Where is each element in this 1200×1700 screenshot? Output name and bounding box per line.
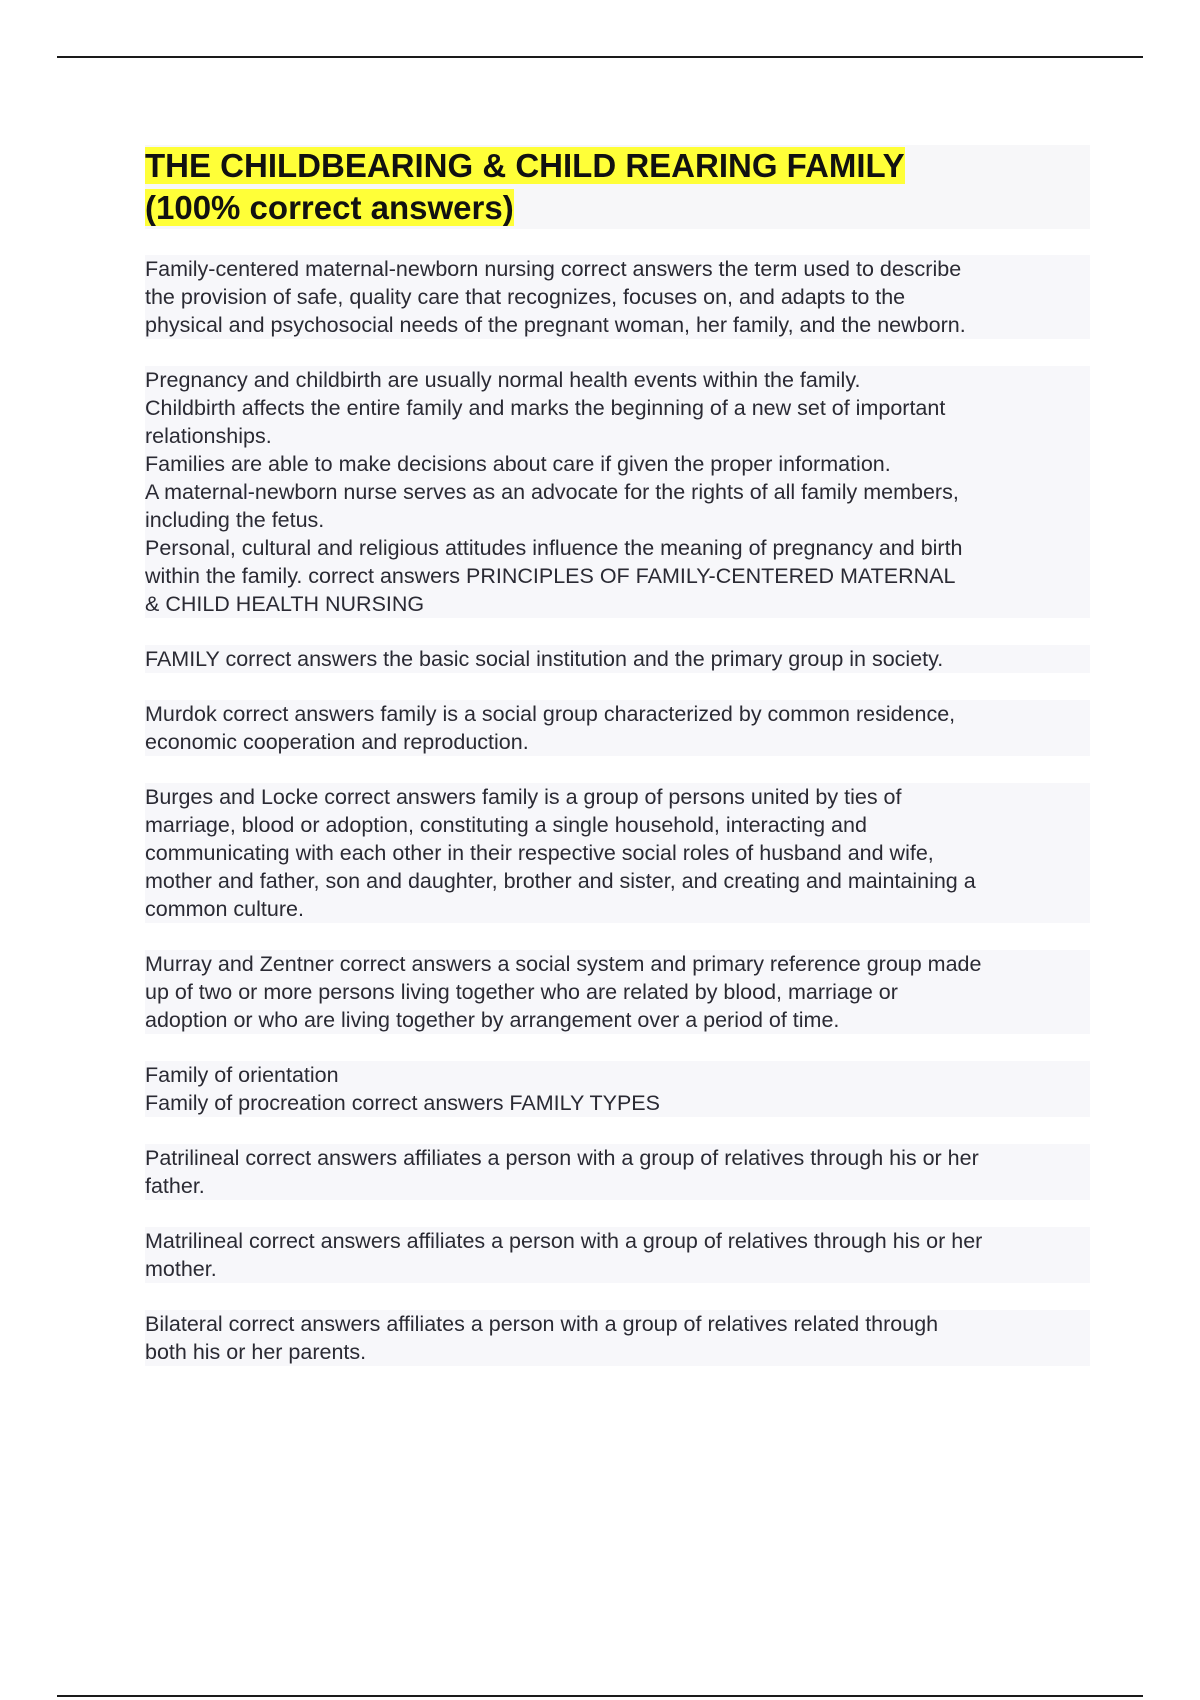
top-rule bbox=[57, 56, 1143, 58]
paragraph bbox=[145, 366, 1090, 618]
text-line: Personal, cultural and religious attitudes influence the meaning of pregnancy and birth bbox=[145, 536, 963, 560]
text-line: mother. bbox=[145, 1257, 217, 1281]
text-line: adoption or who are living together by arrangement over a period of time. bbox=[145, 1008, 840, 1032]
document-body bbox=[145, 145, 1090, 1393]
paragraph bbox=[145, 700, 1090, 756]
paragraph bbox=[145, 255, 1090, 339]
text-line: economic cooperation and reproduction. bbox=[145, 730, 529, 754]
text-line: Burges and Locke correct answers family is a group of persons united by ties of bbox=[145, 785, 902, 809]
text-line: Bilateral correct answers affiliates a person with a group of relatives related through bbox=[145, 1312, 939, 1336]
bottom-rule bbox=[57, 1695, 1143, 1697]
text-line: Family of orientation bbox=[145, 1063, 339, 1087]
paragraph bbox=[145, 1144, 1090, 1200]
text-line: Murray and Zentner correct answers a social system and primary reference group made bbox=[145, 952, 982, 976]
text-line: marriage, blood or adoption, constituting a single household, interacting and bbox=[145, 813, 867, 837]
text-line: common culture. bbox=[145, 897, 304, 921]
text-line: the provision of safe, quality care that recognizes, focuses on, and adapts to the bbox=[145, 285, 906, 309]
text-line: within the family. correct answers PRINCIPLES OF FAMILY-CENTERED MATERNAL bbox=[145, 564, 956, 588]
text-line: communicating with each other in their respective social roles of husband and wife, bbox=[145, 841, 934, 865]
text-line: Patrilineal correct answers affiliates a person with a group of relatives through his or her bbox=[145, 1146, 979, 1170]
text-line: up of two or more persons living together who are related by blood, marriage or bbox=[145, 980, 898, 1004]
text-line: Childbirth affects the entire family and marks the beginning of a new set of important bbox=[145, 396, 946, 420]
paragraph bbox=[145, 1061, 1090, 1117]
document-title bbox=[145, 145, 1090, 229]
paragraph bbox=[145, 783, 1090, 923]
text-line: & CHILD HEALTH NURSING bbox=[145, 592, 425, 616]
text-line: both his or her parents. bbox=[145, 1340, 367, 1364]
paragraph bbox=[145, 1227, 1090, 1283]
text-line: Murdok correct answers family is a social group characterized by common residence, bbox=[145, 702, 956, 726]
text-line: relationships. bbox=[145, 424, 272, 448]
paragraph bbox=[145, 1310, 1090, 1366]
text-line: Matrilineal correct answers affiliates a person with a group of relatives through his or her bbox=[145, 1229, 983, 1253]
text-line: including the fetus. bbox=[145, 508, 325, 532]
text-line: A maternal-newborn nurse serves as an advocate for the rights of all family members, bbox=[145, 480, 959, 504]
text-line: FAMILY correct answers the basic social institution and the primary group in society. bbox=[145, 647, 944, 671]
paragraph bbox=[145, 645, 1090, 673]
text-line: mother and father, son and daughter, brother and sister, and creating and maintaining a bbox=[145, 869, 976, 893]
text-line: Pregnancy and childbirth are usually normal health events within the family. bbox=[145, 368, 861, 392]
title-line-1: THE CHILDBEARING & CHILD REARING FAMILY bbox=[145, 147, 905, 184]
text-line: physical and psychosocial needs of the pregnant woman, her family, and the newborn. bbox=[145, 313, 966, 337]
title-block bbox=[145, 145, 1090, 229]
paragraph bbox=[145, 950, 1090, 1034]
paragraph-list bbox=[145, 255, 1090, 1366]
text-line: Family-centered maternal-newborn nursing correct answers the term used to describe bbox=[145, 257, 962, 281]
title-line-2: (100% correct answers) bbox=[145, 189, 514, 226]
text-line: Family of procreation correct answers FAMILY TYPES bbox=[145, 1091, 660, 1115]
text-line: father. bbox=[145, 1174, 205, 1198]
text-line: Families are able to make decisions about care if given the proper information. bbox=[145, 452, 891, 476]
